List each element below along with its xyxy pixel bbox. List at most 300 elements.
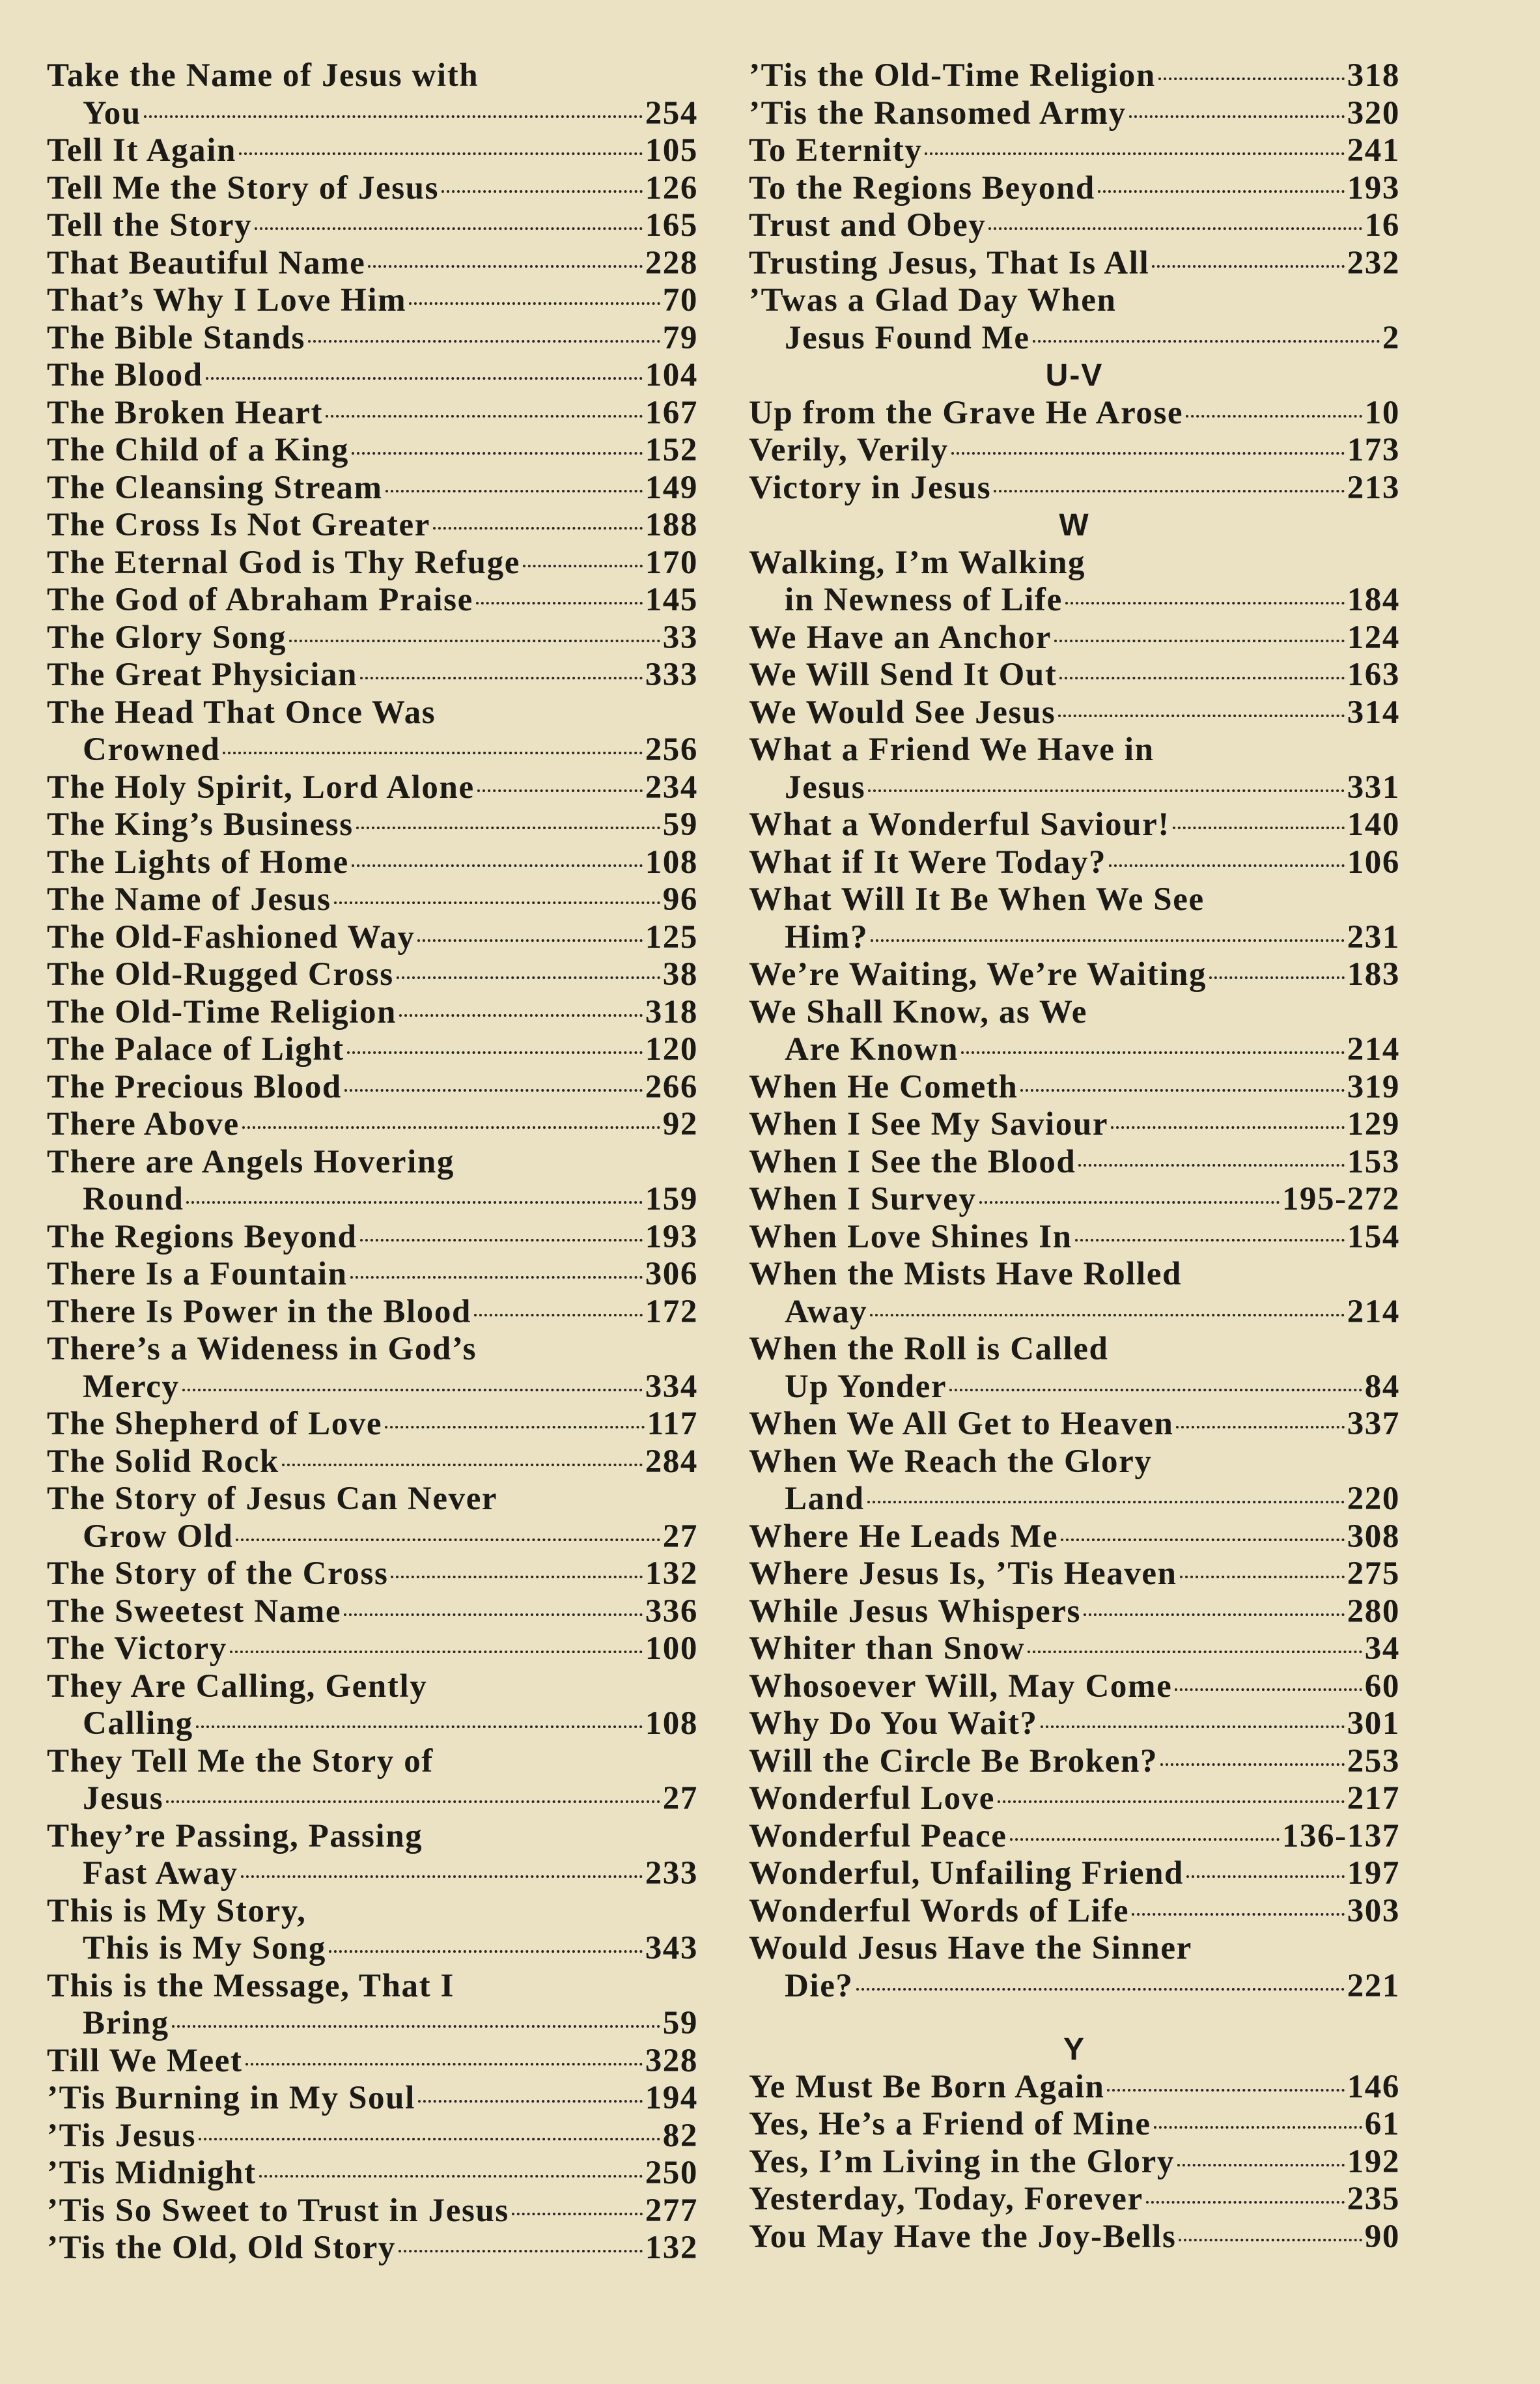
dot-leader <box>344 1613 643 1616</box>
entry-row <box>749 1406 1400 1443</box>
entry-title: When He Cometh <box>749 1068 1018 1105</box>
entry-title: That’s Why I Love Him <box>47 282 407 319</box>
dot-leader <box>1186 415 1362 418</box>
index-entry <box>47 994 698 1032</box>
index-entry <box>749 1443 1400 1518</box>
index-entry <box>47 1630 698 1668</box>
dot-leader <box>1078 1164 1344 1167</box>
entry-title: ’Tis the Ransomed Army <box>749 94 1127 132</box>
dot-leader <box>1059 677 1344 679</box>
entry-row <box>47 395 698 433</box>
entry-page-number: 170 <box>645 544 698 581</box>
entry-page-number: 343 <box>645 1930 698 1966</box>
entry-row <box>47 844 698 882</box>
entry-row <box>47 619 698 657</box>
dot-leader <box>230 1651 643 1653</box>
entry-page-number: 318 <box>645 993 698 1030</box>
dot-leader <box>352 864 643 867</box>
index-entry <box>749 170 1400 208</box>
entry-page-number: 214 <box>1347 1031 1400 1068</box>
entry-page-number: 59 <box>662 2005 698 2041</box>
entry-page-number: 331 <box>1347 769 1400 806</box>
index-entry <box>749 694 1400 732</box>
entry-row <box>47 132 698 170</box>
dot-leader <box>867 1501 1345 1503</box>
section-heading: W <box>1059 508 1090 543</box>
entry-row <box>47 1555 698 1593</box>
index-entry <box>47 2230 698 2267</box>
entry-title-line: They Tell Me the Story of <box>47 1742 434 1780</box>
index-entry <box>47 282 698 320</box>
entry-row <box>47 1930 698 1968</box>
section-heading: Y <box>1063 2032 1085 2067</box>
entry-row <box>47 2080 698 2118</box>
index-entry <box>749 2144 1400 2181</box>
entry-page-number: 105 <box>645 132 698 169</box>
entry-page-number: 337 <box>1347 1406 1400 1442</box>
entry-title: Him? <box>785 918 869 956</box>
dot-leader <box>1058 715 1344 717</box>
entry-title: Land <box>785 1481 865 1517</box>
dot-leader <box>1175 1688 1362 1691</box>
index-entry <box>749 432 1400 470</box>
entry-title-line: They’re Passing, Passing <box>47 1817 423 1854</box>
entry-title: Whosoever Will, May Come <box>749 1667 1173 1705</box>
entry-title-line: Take the Name of Jesus with <box>47 57 479 94</box>
dot-leader <box>360 1239 643 1242</box>
entry-row <box>47 1106 698 1144</box>
entry-page-number: 27 <box>662 1780 698 1817</box>
entry-page-number: 96 <box>662 881 698 918</box>
entry-title: Till We Meet <box>47 2042 243 2079</box>
entry-row <box>749 1069 1400 1107</box>
entry-title: Tell the Story <box>47 207 253 244</box>
entry-title: When I See My Saviour <box>749 1106 1109 1142</box>
entry-page-number: 60 <box>1364 1667 1400 1705</box>
index-entry <box>749 2181 1400 2219</box>
index-entry <box>47 1144 698 1219</box>
entry-row <box>47 2118 698 2155</box>
entry-title-line: We Shall Know, as We <box>749 993 1087 1030</box>
dot-leader <box>441 190 643 193</box>
index-entry <box>47 1219 698 1256</box>
entry-page-number: 256 <box>645 731 698 768</box>
entry-title: There Above <box>47 1106 240 1142</box>
index-entry <box>47 1743 698 1818</box>
entry-row <box>749 1369 1400 1406</box>
entry-row <box>47 2192 698 2230</box>
index-entry <box>749 1705 1400 1743</box>
index-entry <box>749 657 1400 694</box>
index-entry <box>47 2155 698 2192</box>
entry-title: We Would See Jesus <box>749 694 1056 731</box>
dot-leader <box>356 827 660 829</box>
entry-page-number: 214 <box>1347 1293 1400 1330</box>
entry-title-line: When the Mists Have Rolled <box>749 1256 1182 1292</box>
entry-title: The Shepherd of Love <box>47 1406 383 1442</box>
dot-leader <box>360 677 643 679</box>
entry-title-line: What Will It Be When We See <box>749 881 1205 918</box>
entry-title: What a Wonderful Saviour! <box>749 806 1170 843</box>
entry-row <box>749 1294 1400 1331</box>
index-entry <box>47 1294 698 1331</box>
entry-page-number: 220 <box>1347 1481 1400 1517</box>
entry-page-number: 328 <box>645 2042 698 2079</box>
entry-row <box>749 1555 1400 1593</box>
index-entry <box>47 657 698 694</box>
index-entry <box>47 1818 698 1893</box>
entry-row <box>749 1181 1400 1219</box>
entry-page-number: 306 <box>645 1256 698 1292</box>
entry-row <box>47 1031 698 1069</box>
entry-page-number: 90 <box>1364 2218 1400 2255</box>
entry-title: Verily, Verily <box>749 432 949 468</box>
entry-title: Bring <box>83 2005 169 2041</box>
entry-row <box>47 1294 698 1331</box>
entry-row <box>47 769 698 807</box>
dot-leader <box>397 976 660 979</box>
entry-row <box>47 806 698 844</box>
entry-row <box>47 582 698 619</box>
index-column-right <box>749 57 1400 2256</box>
dot-leader <box>1111 1126 1345 1129</box>
entry-title: The Great Physician <box>47 657 358 693</box>
entry-title: What if It Were Today? <box>749 844 1107 881</box>
index-entry <box>47 395 698 433</box>
entry-page-number: 140 <box>1347 806 1400 843</box>
dot-leader <box>994 490 1344 492</box>
entry-title: Why Do You Wait? <box>749 1705 1038 1742</box>
dot-leader <box>172 2025 660 2028</box>
entry-title-line: There are Angels Hovering <box>47 1143 455 1180</box>
entry-page-number: 193 <box>645 1218 698 1255</box>
entry-title: The Blood <box>47 357 203 393</box>
entry-title: The Cross Is Not Greater <box>47 507 430 543</box>
entry-title-line: Would Jesus Have the Sinner <box>749 1930 1192 1966</box>
dot-leader <box>326 415 643 418</box>
entry-row <box>749 1630 1400 1668</box>
entry-title-line: When the Roll is Called <box>749 1331 1109 1367</box>
index-entry <box>749 844 1400 882</box>
entry-title: Die? <box>785 1967 854 2004</box>
entry-page-number: 266 <box>645 1068 698 1105</box>
entry-page-number: 152 <box>645 432 698 468</box>
index-entry <box>47 545 698 582</box>
entry-title: There Is a Fountain <box>47 1256 348 1292</box>
entry-title-line: The Story of Jesus Can Never <box>47 1481 498 1517</box>
index-entry <box>749 1069 1400 1107</box>
entry-page-number: 195-272 <box>1281 1181 1400 1217</box>
entry-title: That Beautiful Name <box>47 244 366 281</box>
entry-title: ’Tis So Sweet to Trust in Jesus <box>47 2192 509 2229</box>
dot-leader <box>182 1389 643 1391</box>
entry-row <box>749 170 1400 208</box>
dot-leader <box>1010 1838 1280 1841</box>
entry-page-number: 197 <box>1347 1855 1400 1892</box>
entry-title: The Lights of Home <box>47 844 349 881</box>
entry-page-number: 318 <box>1347 57 1400 94</box>
entry-page-number: 84 <box>1364 1368 1400 1405</box>
entry-title: Wonderful Words of Life <box>749 1892 1130 1929</box>
entry-row <box>749 2144 1400 2181</box>
entry-title: Trust and Obey <box>749 207 987 244</box>
entry-title: There Is Power in the Blood <box>47 1293 471 1330</box>
entry-page-number: 221 <box>1347 1967 1400 2004</box>
entry-title: Whiter than Snow <box>749 1630 1026 1667</box>
index-entry <box>47 170 698 208</box>
entry-page-number: 320 <box>1347 94 1400 132</box>
index-entry <box>47 956 698 994</box>
entry-page-number: 233 <box>645 1855 698 1892</box>
entry-row <box>749 1780 1400 1818</box>
entry-page-number: 173 <box>1347 432 1400 468</box>
entry-title-line: Walking, I’m Walking <box>749 544 1086 581</box>
entry-page-number: 234 <box>645 769 698 806</box>
dot-leader <box>241 1875 643 1878</box>
entry-page-number: 33 <box>662 619 698 656</box>
entry-title: Jesus Found Me <box>785 319 1030 356</box>
entry-page-number: 10 <box>1364 394 1400 431</box>
index-entry <box>47 1668 698 1743</box>
index-entry <box>749 2069 1400 2107</box>
entry-page-number: 192 <box>1347 2143 1400 2180</box>
dot-leader <box>239 152 643 155</box>
dot-leader <box>236 1539 660 1541</box>
entry-page-number: 250 <box>645 2155 698 2191</box>
entry-row <box>47 657 698 694</box>
index-entry <box>47 1893 698 1968</box>
index-entry <box>749 1144 1400 1182</box>
index-entry <box>749 470 1400 507</box>
entry-title: in Newness of Life <box>785 582 1063 618</box>
entry-page-number: 159 <box>645 1181 698 1217</box>
index-entry <box>47 1106 698 1144</box>
entry-row <box>47 1780 698 1818</box>
index-entry <box>47 1555 698 1593</box>
entry-row <box>749 57 1400 95</box>
entry-title: The Child of a King <box>47 432 349 468</box>
dot-leader <box>1084 1613 1345 1616</box>
dot-leader <box>1129 115 1345 118</box>
dot-leader <box>409 302 660 305</box>
dot-leader <box>979 1201 1280 1204</box>
entry-page-number: 277 <box>645 2192 698 2229</box>
dot-leader <box>1158 78 1345 80</box>
dot-leader <box>1107 2089 1344 2092</box>
index-entry <box>47 1593 698 1631</box>
entry-row <box>47 1593 698 1631</box>
entry-page-number: 27 <box>662 1518 698 1555</box>
entry-title: Away <box>785 1293 868 1330</box>
dot-leader <box>1061 1539 1344 1541</box>
entry-title: The Palace of Light <box>47 1031 344 1068</box>
entry-row <box>749 1518 1400 1556</box>
entry-page-number: 146 <box>1347 2068 1400 2105</box>
entry-title: The Regions Beyond <box>47 1218 357 1255</box>
entry-title: The Eternal God is Thy Refuge <box>47 544 520 581</box>
dot-leader <box>1028 1651 1362 1653</box>
entry-row <box>47 282 698 320</box>
entry-title-line: This is My Story, <box>47 1892 307 1929</box>
dot-leader <box>399 2250 643 2252</box>
entry-page-number: 126 <box>645 169 698 206</box>
entry-page-number: 188 <box>645 507 698 543</box>
entry-page-number: 92 <box>662 1106 698 1142</box>
entry-page-number: 108 <box>645 844 698 881</box>
index-entry <box>47 1406 698 1443</box>
dot-leader <box>1160 1763 1345 1766</box>
entry-title: Tell It Again <box>47 132 236 169</box>
entry-row <box>47 2155 698 2192</box>
entry-page-number: 165 <box>645 207 698 244</box>
entry-page-number: 336 <box>645 1593 698 1630</box>
entry-page-number: 213 <box>1347 469 1400 506</box>
entry-title: The Old-Fashioned Way <box>47 918 415 956</box>
entry-title: To Eternity <box>749 132 923 169</box>
entry-title: Ye Must Be Born Again <box>749 2068 1105 2105</box>
entry-page-number: 303 <box>1347 1892 1400 1929</box>
entry-page-number: 100 <box>645 1630 698 1667</box>
entry-row <box>749 207 1400 245</box>
entry-title: Victory in Jesus <box>749 469 992 506</box>
dot-leader <box>1186 1875 1345 1878</box>
dot-leader <box>206 377 643 380</box>
index-entry <box>749 881 1400 956</box>
entry-row <box>47 1406 698 1443</box>
index-entry <box>47 582 698 619</box>
index-entry <box>749 1593 1400 1631</box>
entry-title: Tell Me the Story of Jesus <box>47 169 440 206</box>
entry-title: You May Have the Joy-Bells <box>749 2218 1177 2255</box>
entry-page-number: 34 <box>1364 1630 1400 1667</box>
index-entry <box>47 919 698 957</box>
entry-page-number: 275 <box>1347 1555 1400 1592</box>
index-entry <box>749 207 1400 245</box>
entry-title: Yesterday, Today, Forever <box>749 2181 1143 2217</box>
entry-title: When I See the Blood <box>749 1143 1076 1180</box>
dot-leader <box>308 340 660 343</box>
dot-leader <box>1041 1725 1345 1728</box>
entry-page-number: 124 <box>1347 619 1400 656</box>
index-entry <box>749 1555 1400 1593</box>
entry-title: We Have an Anchor <box>749 619 1052 656</box>
index-entry <box>47 694 698 769</box>
dot-leader <box>242 1126 660 1129</box>
entry-row <box>749 694 1400 732</box>
entry-row <box>47 2005 698 2043</box>
entry-title: Will the Circle Be Broken? <box>749 1742 1158 1780</box>
entry-row <box>47 1069 698 1107</box>
entry-title-line: What a Friend We Have in <box>749 731 1155 768</box>
index-entry <box>749 806 1400 844</box>
entry-row <box>749 1219 1400 1256</box>
index-entry <box>47 1481 698 1555</box>
entry-title-line: When We Reach the Glory <box>749 1443 1153 1480</box>
entry-row <box>47 245 698 283</box>
index-entry <box>749 132 1400 170</box>
entry-title: The Glory Song <box>47 619 287 656</box>
entry-title: Wonderful Peace <box>749 1817 1007 1854</box>
entry-title: We’re Waiting, We’re Waiting <box>749 956 1207 993</box>
entry-title: The Old-Rugged Cross <box>47 956 394 993</box>
index-entry <box>749 282 1400 357</box>
entry-page-number: 125 <box>645 918 698 956</box>
dot-leader <box>1098 190 1345 193</box>
entry-row <box>47 320 698 358</box>
index-entry <box>47 2118 698 2155</box>
entry-title-line: There’s a Wideness in God’s <box>47 1331 477 1367</box>
dot-leader <box>199 2138 660 2140</box>
entry-title: ’Tis Midnight <box>47 2155 257 2191</box>
entry-row <box>47 919 698 957</box>
entry-page-number: 235 <box>1347 2181 1400 2217</box>
entry-title: The Solid Rock <box>47 1443 279 1480</box>
entry-row <box>749 619 1400 657</box>
entry-row <box>47 881 698 919</box>
dot-leader <box>385 490 643 492</box>
entry-title-line: The Head That Once Was <box>47 694 436 731</box>
index-entry <box>47 769 698 807</box>
dot-leader <box>1065 602 1345 604</box>
entry-title: Yes, I’m Living in the Glory <box>749 2143 1175 2180</box>
entry-row <box>47 1518 698 1556</box>
entry-page-number: 193 <box>1347 169 1400 206</box>
entry-title: The Old-Time Religion <box>47 993 397 1030</box>
entry-page-number: 106 <box>1347 844 1400 881</box>
index-entry <box>749 1668 1400 1706</box>
dot-leader <box>523 565 643 567</box>
entry-page-number: 308 <box>1347 1518 1400 1555</box>
entry-title: Mercy <box>83 1368 180 1405</box>
entry-title: Jesus <box>83 1780 164 1817</box>
entry-title: Where Jesus Is, ’Tis Heaven <box>749 1555 1177 1592</box>
entry-page-number: 70 <box>662 282 698 319</box>
dot-leader <box>949 1389 1362 1391</box>
dot-leader <box>144 115 643 118</box>
index-entry <box>47 2192 698 2230</box>
dot-leader <box>186 1201 642 1204</box>
dot-leader <box>1146 2201 1345 2204</box>
dot-leader <box>289 640 660 642</box>
entry-title: The Holy Spirit, Lord Alone <box>47 769 475 806</box>
dot-leader <box>868 789 1344 792</box>
index-entry <box>749 245 1400 283</box>
entry-page-number: 333 <box>645 657 698 693</box>
index-entry <box>47 1968 698 2043</box>
index-entry <box>47 619 698 657</box>
entry-row <box>749 806 1400 844</box>
index-entry <box>749 1181 1400 1219</box>
entry-row <box>47 1443 698 1481</box>
index-entry <box>749 95 1400 133</box>
entry-row <box>47 545 698 582</box>
dot-leader <box>344 1089 643 1092</box>
entry-page-number: 217 <box>1347 1780 1400 1817</box>
entry-row <box>749 1705 1400 1743</box>
index-entry <box>749 1780 1400 1818</box>
dot-leader <box>870 1314 1344 1316</box>
entry-page-number: 163 <box>1347 657 1400 693</box>
entry-row <box>47 994 698 1032</box>
index-entry <box>47 245 698 283</box>
entry-row <box>749 320 1400 358</box>
entry-row <box>749 956 1400 994</box>
dot-leader <box>347 1051 643 1054</box>
index-entry <box>749 2106 1400 2144</box>
entry-title: Crowned <box>83 731 221 768</box>
entry-title: To the Regions Beyond <box>749 169 1095 206</box>
index-entry <box>47 1256 698 1294</box>
